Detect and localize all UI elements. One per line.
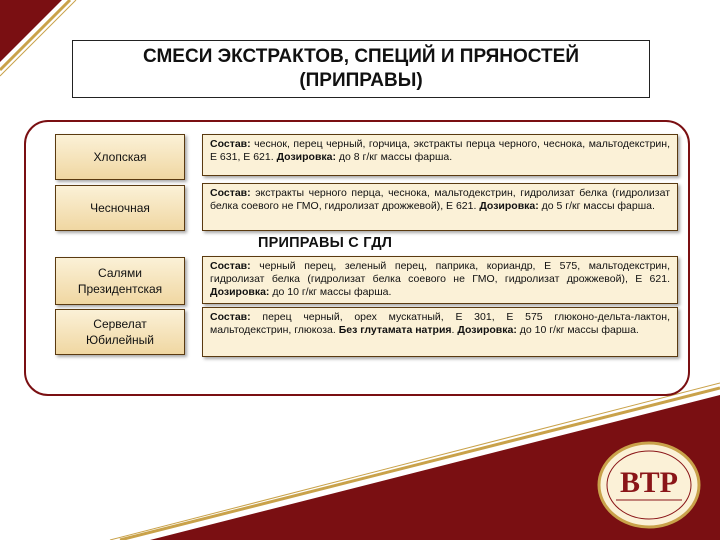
- product-description: [202, 134, 678, 176]
- product-name-line-1: Сервелат: [93, 317, 147, 331]
- dosage-label: Дозировка:: [479, 200, 539, 212]
- composition-label: Состав:: [210, 138, 251, 150]
- dosage-text: до 10 г/кг массы фарша.: [516, 324, 639, 336]
- product-label-khlopskaya: [55, 134, 185, 180]
- dosage-text: до 8 г/кг массы фарша.: [336, 151, 453, 163]
- product-name-line-2: Юбилейный: [85, 333, 155, 347]
- product-name: Хлопская: [93, 150, 147, 164]
- dosage-text: до 10 г/кг массы фарша.: [269, 286, 392, 298]
- title-box: [72, 40, 650, 98]
- composition-text: перец черный, орех мускатный, Е 301, Е 575 глюконо-дельта-лактон, мальтодекстрин, глюкоза.: [210, 311, 670, 336]
- product-label-salami: [55, 257, 185, 305]
- dosage-label: Дозировка:: [276, 151, 336, 163]
- dosage-text: до 5 г/кг массы фарша.: [538, 200, 655, 212]
- composition-text: чеснок, перец черный, горчица, экстракты перца черного, чеснока, мальтодекстрин, Е 631, Е 621.: [210, 138, 670, 163]
- product-description: [202, 307, 678, 357]
- dosage-label: Дозировка:: [457, 324, 517, 336]
- logo-letters: ВТР: [620, 466, 678, 499]
- separator-text: .: [451, 324, 458, 336]
- section-heading-gdl: ПРИПРАВЫ С ГДЛ: [258, 235, 393, 251]
- no-msg-note: Без глутамата натрия: [338, 324, 452, 336]
- company-logo: [596, 440, 702, 530]
- product-description: [202, 256, 678, 304]
- title-line-1: СМЕСИ ЭКСТРАКТОВ, СПЕЦИЙ И ПРЯНОСТЕЙ: [143, 46, 579, 67]
- product-label-chesnochnaya: [55, 185, 185, 231]
- product-description: [202, 183, 678, 231]
- composition-label: Состав:: [210, 260, 251, 272]
- title-line-2: (ПРИПРАВЫ): [299, 70, 423, 91]
- product-name-line-2: Президентская: [77, 282, 163, 296]
- product-name-line-1: Салями: [98, 266, 142, 280]
- dosage-label: Дозировка:: [210, 286, 270, 298]
- composition-label: Состав:: [210, 311, 251, 323]
- composition-text: черный перец, зеленый перец, паприка, кориандр, Е 575, мальтодекстрин, гидролизат белка (гидролизат белка соевого не ГМО, гидролизат дрожжевой), Е 621.: [210, 260, 670, 285]
- composition-text: экстракты черного перца, чеснока, мальтодекстрин, гидролизат белка (гидролизат белка соевого не ГМО, гидролизат дрожжевой), Е 621.: [210, 187, 670, 212]
- product-label-servelat: [55, 309, 185, 355]
- composition-label: Состав:: [210, 187, 251, 199]
- product-name: Чесночная: [90, 201, 150, 215]
